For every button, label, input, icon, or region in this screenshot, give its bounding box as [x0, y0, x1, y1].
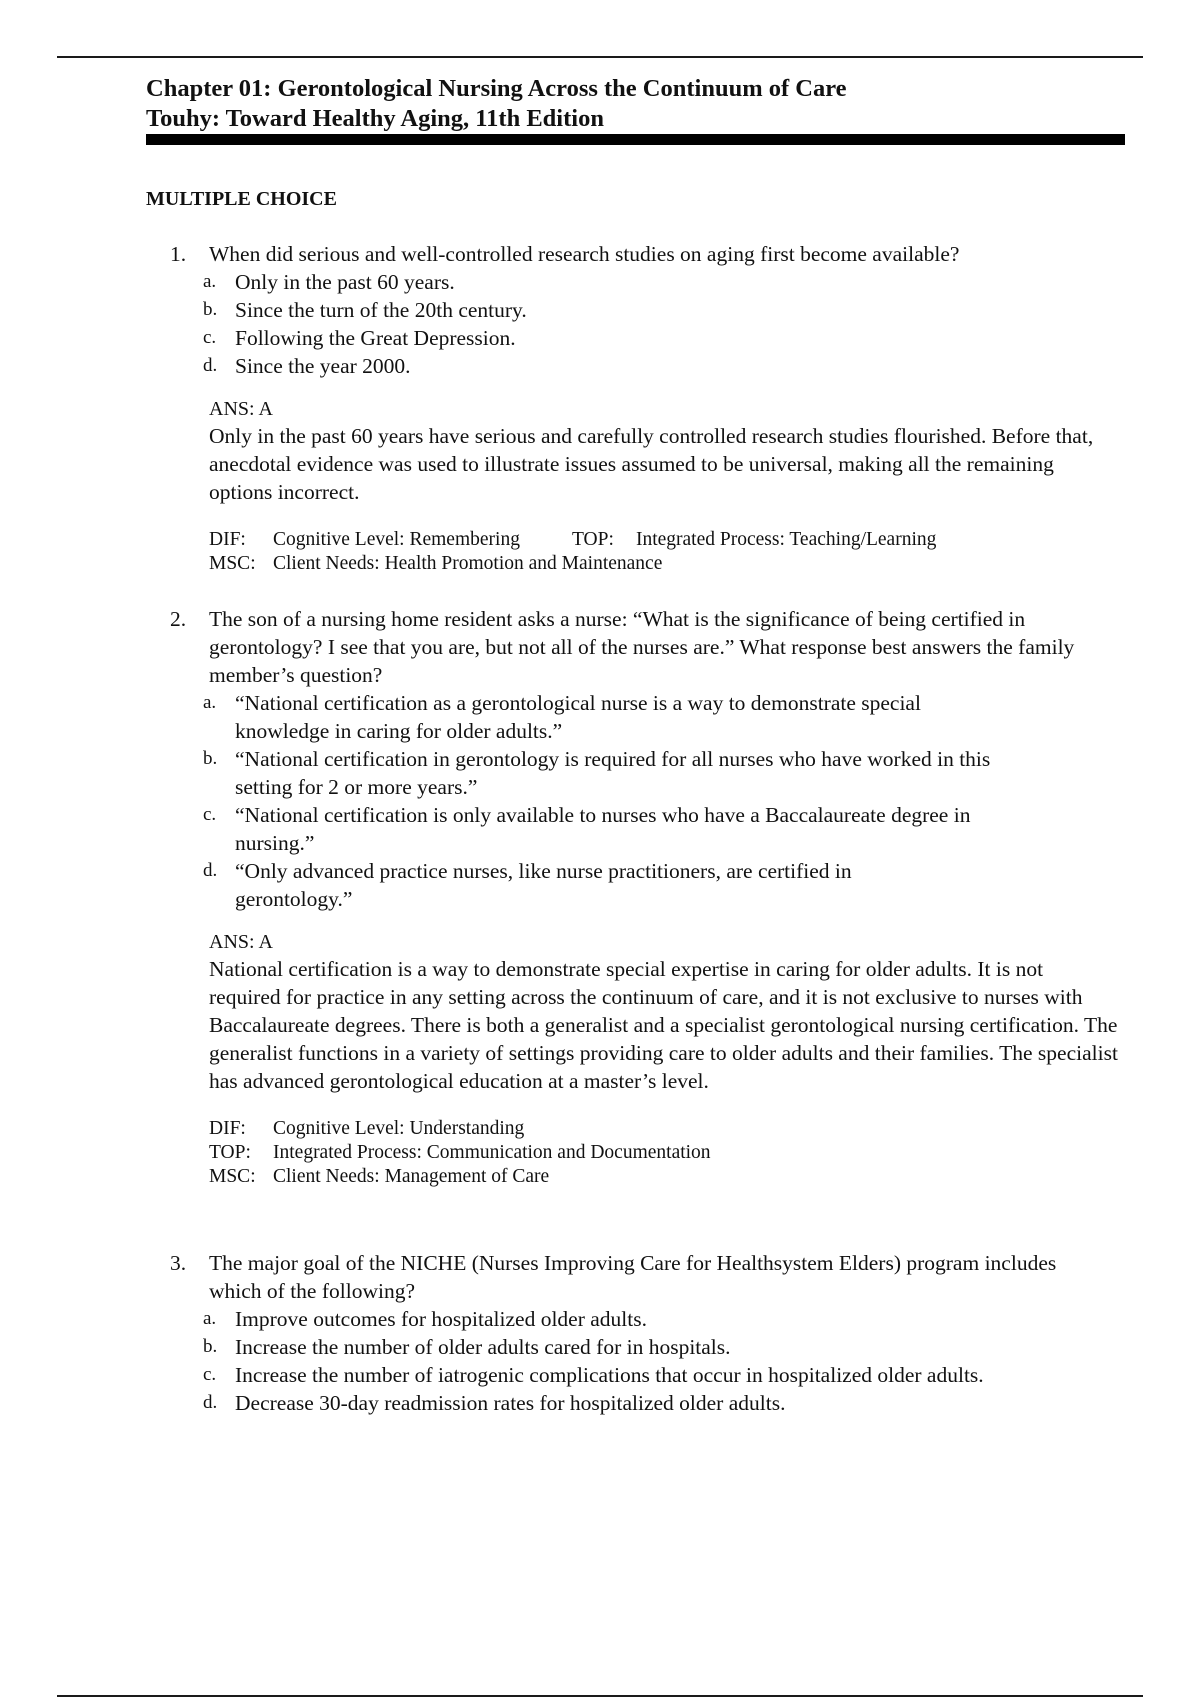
option-b — [203, 745, 1120, 801]
option-letter: c. — [203, 1364, 217, 1385]
chapter-title: Chapter 01: Gerontological Nursing Across the Continuum of Care — [146, 75, 847, 102]
option-text: Increase the number of older adults cared for in hospitals. — [235, 1335, 731, 1359]
option-letter: c. — [203, 327, 217, 348]
question-meta — [209, 528, 1120, 576]
option-letter: d. — [203, 860, 218, 881]
msc-value: Client Needs: Management of Care — [273, 1166, 550, 1187]
answer-block — [209, 396, 1120, 506]
question-number: 3. — [170, 1251, 187, 1275]
option-c — [203, 801, 1120, 857]
dif-value: Cognitive Level: Remembering — [273, 529, 520, 550]
option-letter: c. — [203, 804, 217, 825]
option-d — [203, 857, 1120, 913]
rationale: National certification is a way to demonstrate special expertise in caring for older adults. It is not required for practice in any setting across the continuum of care, and it is not exclusive to nurses with Baccalaureate degrees. There is both a generalist and a specialist gerontological nursing certification. The generalist functions in a variety of settings providing care to older adults and their families. The specialist has advanced gerontological education at a master’s level. — [209, 957, 1118, 1093]
bottom-rule — [57, 1695, 1143, 1697]
option-letter: b. — [203, 748, 218, 769]
option-text: Only in the past 60 years. — [235, 270, 455, 294]
option-text: “National certification is only available to nurses who have a Baccalaureate degree in nursing.” — [235, 803, 971, 855]
option-letter: d. — [203, 1392, 218, 1413]
header-bar — [146, 134, 1125, 145]
option-letter: a. — [203, 271, 217, 292]
option-text: Increase the number of iatrogenic complications that occur in hospitalized older adults. — [235, 1363, 984, 1387]
answer-label: ANS: A — [209, 398, 273, 420]
question-text: The son of a nursing home resident asks a nurse: “What is the significance of being certified in gerontology? I see that you are, but not all of the nurses are.” What response best answers the family member’s question? — [209, 607, 1075, 687]
question-3 — [170, 1249, 1120, 1417]
option-text: “National certification in gerontology is required for all nurses who have worked in this setting for 2 or more years.” — [235, 747, 991, 799]
top-value: Integrated Process: Communication and Documentation — [273, 1142, 711, 1163]
dif-key: DIF: — [209, 1118, 246, 1139]
option-text: Since the year 2000. — [235, 354, 411, 378]
top-value: Integrated Process: Teaching/Learning — [635, 529, 937, 550]
option-letter: b. — [203, 1336, 218, 1357]
question-meta — [209, 1117, 1120, 1189]
option-text: “National certification as a gerontological nurse is a way to demonstrate special knowledge in caring for older adults.” — [235, 691, 921, 743]
option-a — [203, 689, 1120, 745]
option-c — [203, 324, 1120, 352]
option-text: Following the Great Depression. — [235, 326, 516, 350]
option-d — [203, 1389, 1120, 1417]
rationale: Only in the past 60 years have serious and carefully controlled research studies flourished. Before that, anecdotal evidence was used to illustrate issues assumed to be universal, making all the remaining options incorrect. — [209, 424, 1094, 504]
document-header — [146, 74, 1126, 134]
msc-key: MSC: — [209, 553, 256, 574]
option-letter: b. — [203, 299, 218, 320]
dif-key: DIF: — [209, 529, 246, 550]
answer-block — [209, 929, 1120, 1095]
dif-value: Cognitive Level: Understanding — [273, 1118, 525, 1139]
question-2 — [170, 605, 1120, 1189]
book-title: Touhy: Toward Healthy Aging, 11th Edition — [146, 105, 604, 132]
question-number: 2. — [170, 607, 187, 631]
question-text: The major goal of the NICHE (Nurses Improving Care for Healthsystem Elders) program includes which of the following? — [209, 1251, 1057, 1303]
msc-value: Client Needs: Health Promotion and Maintenance — [273, 553, 663, 574]
option-letter: d. — [203, 355, 218, 376]
option-d — [203, 352, 1120, 380]
question-1 — [170, 240, 1120, 576]
option-text: Since the turn of the 20th century. — [235, 298, 527, 322]
question-text: When did serious and well-controlled research studies on aging first become available? — [209, 242, 960, 266]
section-title: MULTIPLE CHOICE — [146, 188, 337, 210]
option-b — [203, 296, 1120, 324]
question-number: 1. — [170, 242, 187, 266]
top-key: TOP: — [209, 1142, 251, 1163]
answer-label: ANS: A — [209, 931, 273, 953]
option-a — [203, 268, 1120, 296]
option-a — [203, 1305, 1120, 1333]
option-c — [203, 1361, 1120, 1389]
option-text: Decrease 30-day readmission rates for hospitalized older adults. — [235, 1391, 786, 1415]
top-key: TOP: — [571, 529, 614, 550]
option-text: “Only advanced practice nurses, like nurse practitioners, are certified in gerontology.” — [235, 859, 852, 911]
top-rule — [57, 56, 1143, 58]
option-letter: a. — [203, 1308, 217, 1329]
option-letter: a. — [203, 692, 217, 713]
msc-key: MSC: — [209, 1166, 256, 1187]
option-text: Improve outcomes for hospitalized older adults. — [235, 1307, 647, 1331]
option-b — [203, 1333, 1120, 1361]
